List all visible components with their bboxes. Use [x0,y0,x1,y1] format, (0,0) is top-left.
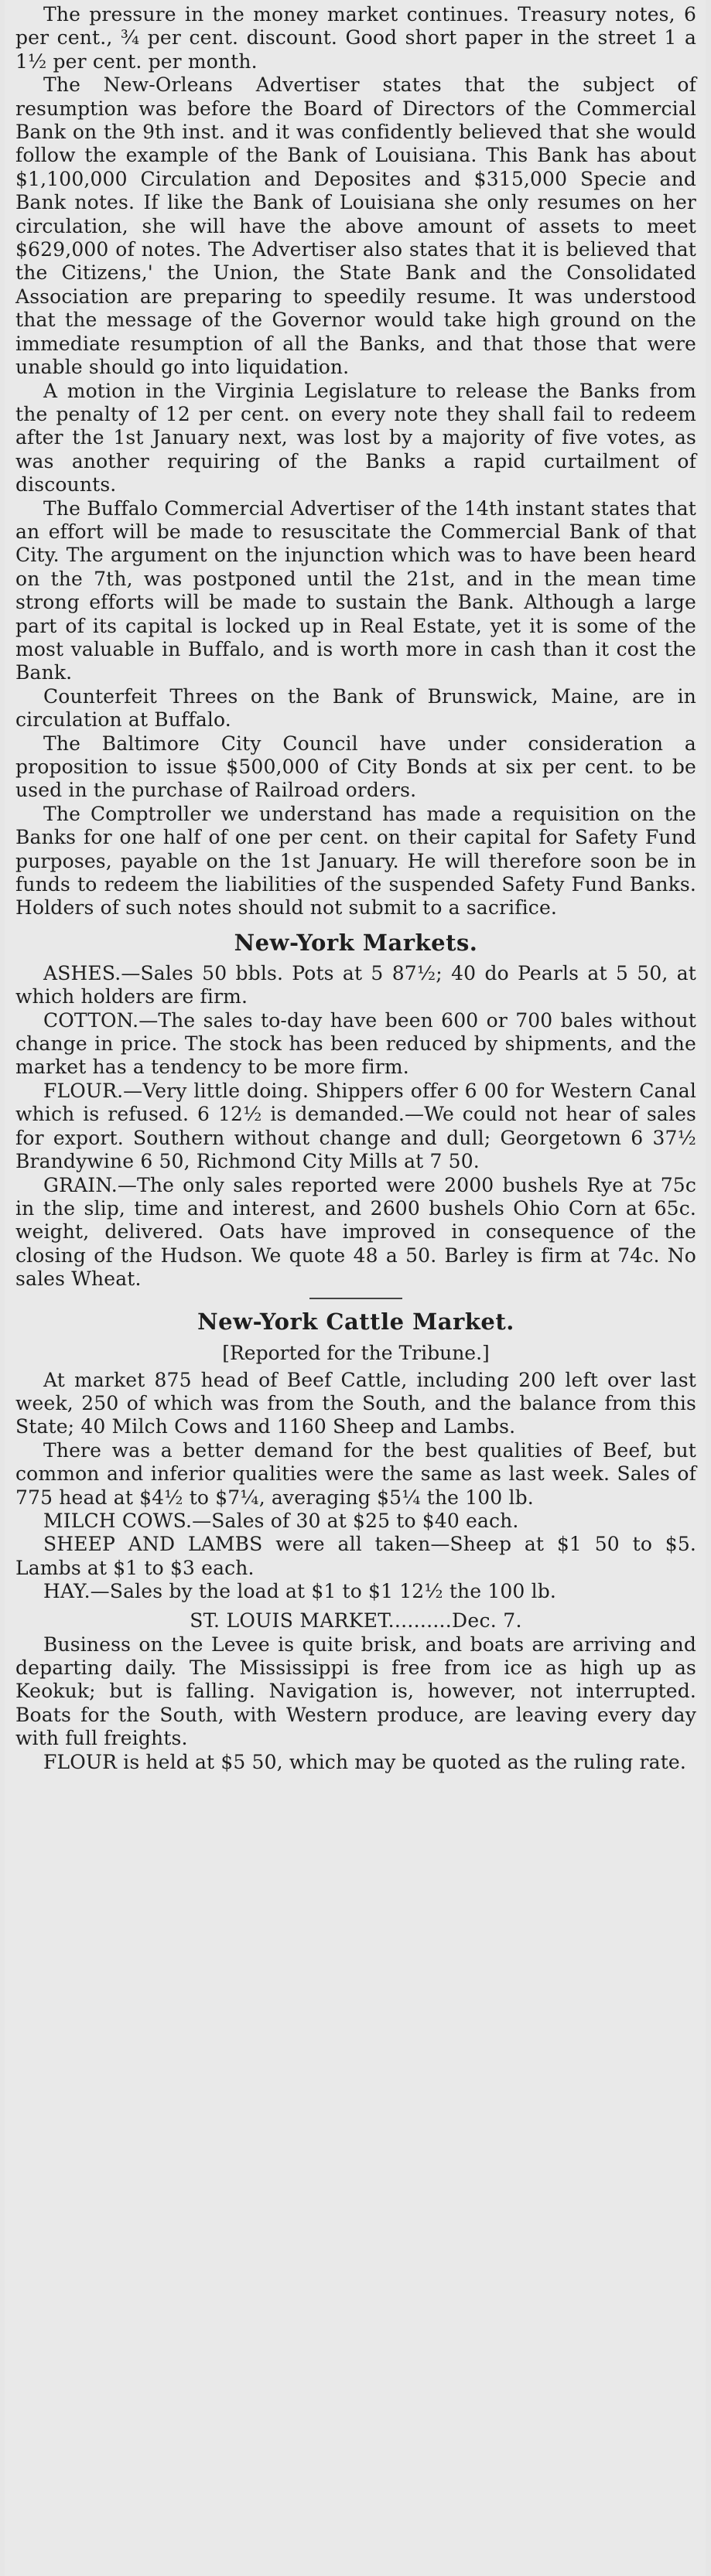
st-louis-flour-paragraph: FLOUR is held at $5 50, which may be quoted as the ruling rate. [43,1750,686,1773]
comptroller-paragraph: The Comptroller we understand has made a requisition on the Banks for one half of one per cent. on their capital for Safety Fund purposes, payable on the 1st January. He will therefore soon be in funds to redeem the liabilities of the suspended Safety Fund Banks. Holders of such notes should not submit to a sacrifice. [15,802,696,920]
cattle-market-heading: New-York Cattle Market. [197,1308,514,1335]
counterfeit-paragraph: Counterfeit Threes on the Bank of Brunswick, Maine, are in circulation at Buffalo. [15,684,696,732]
cattle-count-paragraph: At market 875 head of Beef Cattle, including 200 left over last week, 250 of which was from the South, and the balance from this State; 40 Milch Cows and 1160 Sheep and Lambs. [15,1368,696,1438]
newspaper-clipping [5,0,706,2576]
milch-cows-paragraph: MILCH COWS.—Sales of 30 at $25 to $40 each. [43,1509,519,1532]
cattle-market-subheading: [Reported for the Tribune.] [222,1341,490,1364]
hay-paragraph: HAY.—Sales by the load at $1 to $1 12½ the 100 lb. [43,1580,556,1603]
flour-paragraph: FLOUR.—Very little doing. Shippers offer 6 00 for Western Canal which is refused. 6 12½ is demanded.—We could not hear of sales for export. Southern without change and dull; Georgetown 6 37½ Brandywine 6 50, Richmond City Mills at 7 50. [15,1079,696,1173]
ashes-paragraph: ASHES.—Sales 50 bbls. Pots at 5 87½; 40 do Pearls at 5 50, at which holders are firm. [15,961,696,1008]
buffalo-bank-paragraph: The Buffalo Commercial Advertiser of the 14th instant states that an effort will be made to resuscitate the Commercial Bank of that City. The argument on the injunction which was to have been heard on the 7th, was postponed until the 21st, and in the mean time strong efforts will be made to sustain the Bank. Although a large part of its capital is locked up in Real Estate, yet it is some of the most valuable in Buffalo, and is worth more in cash than it cost the Bank. [15,496,696,684]
beef-demand-paragraph: There was a better demand for the best qualities of Beef, but common and inferior qualities were the same as last week. Sales of 775 head at $4½ to $7¼, averaging $5¼ the 100 lb. [15,1438,696,1509]
money-market-paragraph: The pressure in the money market continues. Treasury notes, 6 per cent., ¾ per cent. discount. Good short paper in the street 1 a 1½ per cent. per month. [15,3,696,73]
baltimore-paragraph: The Baltimore City Council have under consideration a proposition to issue $500,000 of City Bonds at six per cent. to be used in the purchase of Railroad orders. [15,732,696,802]
st-louis-dateline: ST. LOUIS MARKET..........Dec. 7. [190,1609,522,1632]
virginia-legislature-paragraph: A motion in the Virginia Legislature to release the Banks from the penalty of 12 per cent. on every note they shall fail to redeem after the 1st January next, was lost by a majority of five votes, as was another requiring of the Banks a rapid curtailment of discounts. [15,379,696,496]
levee-paragraph: Business on the Levee is quite brisk, and boats are arriving and departing daily. The Mississippi is free from ice as high up as Keokuk; but is falling. Navigation is, however, not interrupted. Boats for the South, with Western produce, are leaving every day with full freights. [15,1633,696,1750]
ny-markets-heading: New-York Markets. [234,929,478,956]
cotton-paragraph: COTTON.—The sales to-day have been 600 or 700 bales without change in price. The stock has been reduced by shipments, and the market has a tendency to be more firm. [15,1008,696,1079]
new-orleans-paragraph: The New-Orleans Advertiser states that the subject of resumption was before the Board of Directors of the Commercial Bank on the 9th inst. and it was confidently believed that she would follow the example of the Bank of Louisiana. This Bank has about $1,100,000 Circulation and Deposites and $315,000 Specie and Bank notes. If like the Bank of Louisiana she only resumes on her circulation, she will have the above amount of assets to meet $629,000 of notes. The Advertiser also states that it is believed that the Citizens,' the Union, the State Bank and the Consolidated Association are preparing to speedily resume. It was understood that the message of the Governor would take high ground on the immediate resumption of all the Banks, and that those that were unable should go into liquidation. [15,73,696,379]
grain-paragraph: GRAIN.—The only sales reported were 2000 bushels Rye at 75c in the slip, time and interest, and 2600 bushels Ohio Corn at 65c. weight, delivered. Oats have improved in consequence of the closing of the Hudson. We quote 48 a 50. Barley is firm at 74c. No sales Wheat. [15,1173,696,1291]
sheep-lambs-paragraph: SHEEP AND LAMBS were all taken—Sheep at $1 50 to $5. Lambs at $1 to $3 each. [15,1533,696,1579]
section-divider [309,1298,402,1299]
